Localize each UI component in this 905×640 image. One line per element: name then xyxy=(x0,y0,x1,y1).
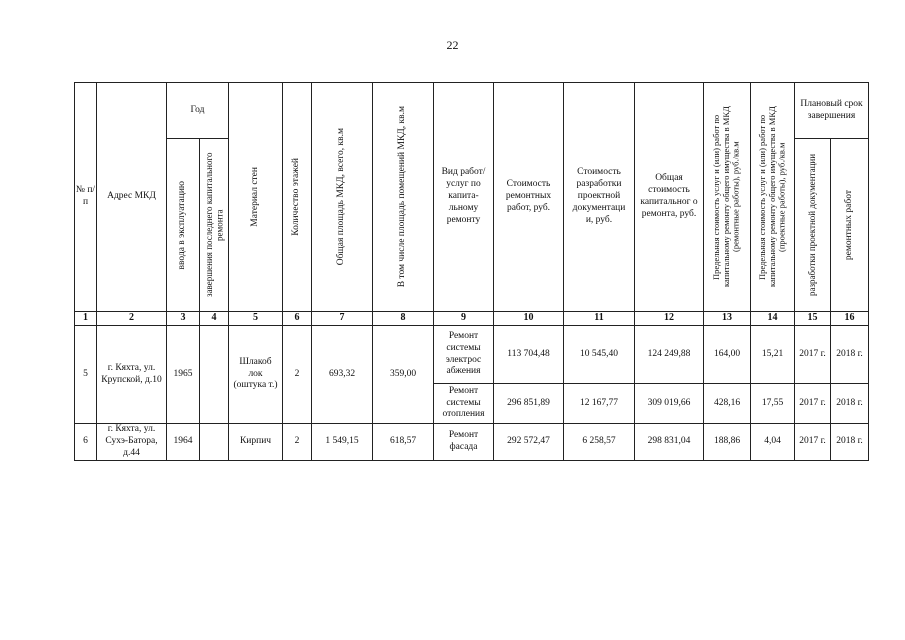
row-year-last-repair xyxy=(200,326,229,424)
row-work-type: Ремонт системы электрос абжения xyxy=(434,326,494,384)
header-planned-term: Плановый срок завершения xyxy=(795,83,869,139)
col-num: 2 xyxy=(97,312,167,326)
header-address: Адрес МКД xyxy=(97,83,167,312)
row-design-year: 2017 г. xyxy=(795,424,831,461)
row-num: 6 xyxy=(75,424,97,461)
col-num: 11 xyxy=(564,312,635,326)
header-work-type: Вид работ/ услуг по капита-льному ремонту xyxy=(434,83,494,312)
col-num: 10 xyxy=(494,312,564,326)
row-repair-year: 2018 г. xyxy=(831,384,869,424)
row-work-type: Ремонт системы отопления xyxy=(434,384,494,424)
col-num: 12 xyxy=(635,312,704,326)
header-design-cost: Стоимость разработки проектной документаци и, руб. xyxy=(564,83,635,312)
header-year-last-repair: завершения последнего капитального ремонта xyxy=(200,139,229,312)
col-num: 4 xyxy=(200,312,229,326)
header-total-area: Общая площадь МКД, всего, кв.м xyxy=(312,83,373,312)
header-wall-material: Материал стен xyxy=(229,83,283,312)
row-wall-material: Кирпич xyxy=(229,424,283,461)
header-limit-cost-repair: Предельная стоимость услуг и (или) работ по капитальному ремонту общего имущества в МКД (ремонтные работы), руб./кв.м xyxy=(704,83,751,312)
header-repair-works: ремонтных работ xyxy=(831,139,869,312)
header-repair-cost: Стоимость ремонтных работ, руб. xyxy=(494,83,564,312)
header-year-commissioning: ввода в эксплуатацию xyxy=(167,139,200,312)
row-total-area: 693,32 xyxy=(312,326,373,424)
header-design-docs: разработки проектной документации xyxy=(795,139,831,312)
row-design-cost: 6 258,57 xyxy=(564,424,635,461)
col-num: 9 xyxy=(434,312,494,326)
row-total-cost: 309 019,66 xyxy=(635,384,704,424)
col-num: 7 xyxy=(312,312,373,326)
row-work-type: Ремонт фасада xyxy=(434,424,494,461)
column-numbers-row xyxy=(75,312,869,326)
row-repair-cost: 296 851,89 xyxy=(494,384,564,424)
header-total-cost: Общая стоимость капитальног о ремонта, руб. xyxy=(635,83,704,312)
col-num: 3 xyxy=(167,312,200,326)
row-design-year: 2017 г. xyxy=(795,384,831,424)
col-num: 5 xyxy=(229,312,283,326)
header-num: № п/п xyxy=(75,83,97,312)
row-design-year: 2017 г. xyxy=(795,326,831,384)
row-floors: 2 xyxy=(283,424,312,461)
header-year-group: Год xyxy=(167,83,229,139)
row-design-cost: 12 167,77 xyxy=(564,384,635,424)
row-address: г. Кяхта, ул. Крупской, д.10 xyxy=(97,326,167,424)
row-total-cost: 298 831,04 xyxy=(635,424,704,461)
row-floors: 2 xyxy=(283,326,312,424)
row-limit-design: 17,55 xyxy=(751,384,795,424)
row-total-cost: 124 249,88 xyxy=(635,326,704,384)
col-num: 13 xyxy=(704,312,751,326)
header-premises-area: В том числе площадь помещений МКД, кв.м xyxy=(373,83,434,312)
row-premises-area: 618,57 xyxy=(373,424,434,461)
col-num: 1 xyxy=(75,312,97,326)
page-number: 22 xyxy=(446,38,459,52)
row-limit-repair: 188,86 xyxy=(704,424,751,461)
row-year-last-repair xyxy=(200,424,229,461)
col-num: 16 xyxy=(831,312,869,326)
table-row xyxy=(75,424,869,461)
row-design-cost: 10 545,40 xyxy=(564,326,635,384)
col-num: 15 xyxy=(795,312,831,326)
repair-table xyxy=(74,82,869,461)
row-repair-cost: 292 572,47 xyxy=(494,424,564,461)
row-limit-repair: 164,00 xyxy=(704,326,751,384)
col-num: 6 xyxy=(283,312,312,326)
row-year-commissioning: 1965 xyxy=(167,326,200,424)
header-floors: Количество этажей xyxy=(283,83,312,312)
row-limit-design: 15,21 xyxy=(751,326,795,384)
header-limit-cost-design: Предельная стоимость услуг и (или) работ по капитальному ремонту общего имущества в МКД (проектные работы), руб./кв.м xyxy=(751,83,795,312)
row-num: 5 xyxy=(75,326,97,424)
row-limit-design: 4,04 xyxy=(751,424,795,461)
col-num: 14 xyxy=(751,312,795,326)
row-limit-repair: 428,16 xyxy=(704,384,751,424)
row-address: г. Кяхта, ул. Сухэ-Батора, д.44 xyxy=(97,424,167,461)
row-repair-cost: 113 704,48 xyxy=(494,326,564,384)
row-repair-year: 2018 г. xyxy=(831,424,869,461)
row-repair-year: 2018 г. xyxy=(831,326,869,384)
col-num: 8 xyxy=(373,312,434,326)
row-year-commissioning: 1964 xyxy=(167,424,200,461)
row-total-area: 1 549,15 xyxy=(312,424,373,461)
row-wall-material: Шлакоб лок (оштука т.) xyxy=(229,326,283,424)
row-premises-area: 359,00 xyxy=(373,326,434,424)
table-row xyxy=(75,326,869,384)
